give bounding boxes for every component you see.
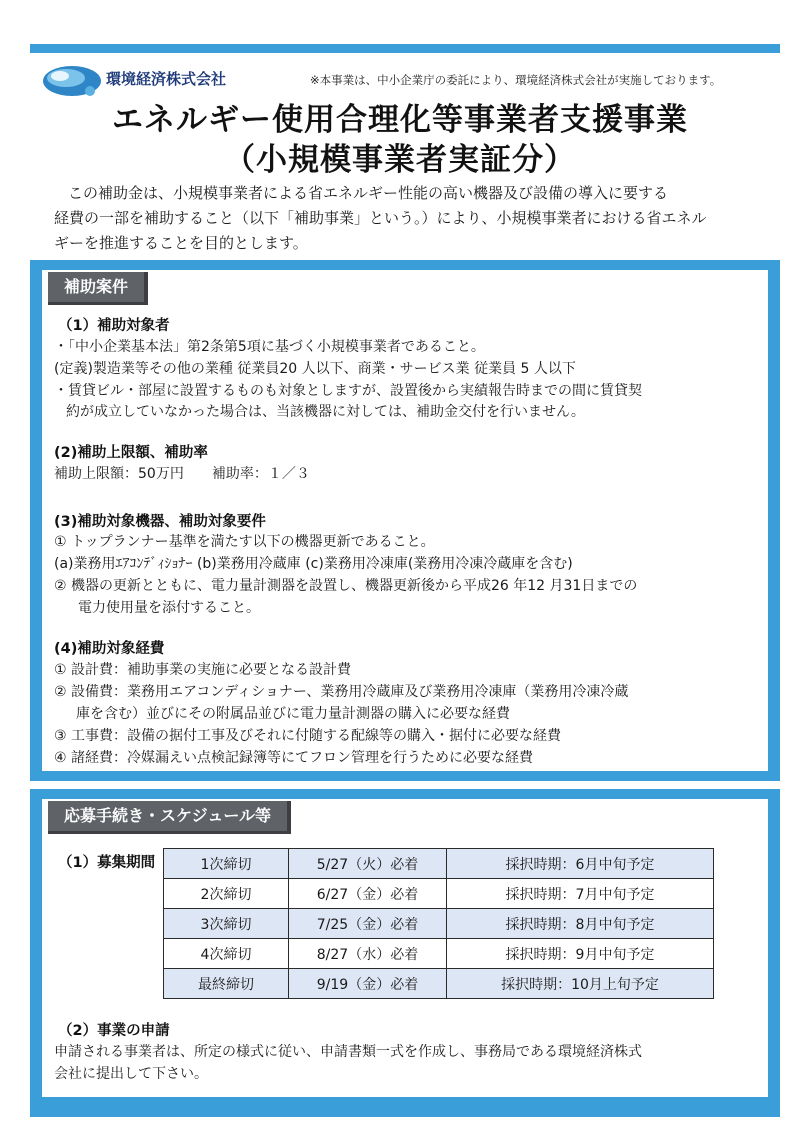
- round-cell: 最終締切: [164, 969, 289, 999]
- table-row: [164, 909, 714, 939]
- expense-line: 庫を含む）並びにその附属品並びに電力量計測器の購入に必要な経費: [76, 706, 510, 722]
- deadline-cell: 7/25（金）必着: [289, 909, 447, 939]
- top-color-band: [30, 44, 780, 53]
- page-subtitle: （小規模事業者実証分）: [224, 142, 576, 178]
- commission-notice: ※本事業は、中小企業庁の委託により、環境経済株式会社が実施しております。: [310, 73, 722, 87]
- target-line: ・「中小企業基本法」第2条第5項に基づく小規模事業者であること。: [54, 339, 485, 355]
- bottom-color-band: [30, 1097, 780, 1117]
- expense-line: ① 設計費：補助事業の実施に必要となる設計費: [54, 662, 351, 678]
- section-heading-limit: (2)補助上限額、補助率: [54, 445, 208, 461]
- equipment-line: (a)業務用ｴｱｺﾝﾃﾞｨｼｮﾅｰ (b)業務用冷蔵庫 (c)業務用冷凍庫(業務用冷凍冷蔵庫を含む): [54, 556, 573, 572]
- expense-line: ④ 諸経費：冷媒漏えい点検記録簿等にてフロン管理を行うために必要な経費: [54, 750, 533, 766]
- intro-line: ギーを推進することを目的とします。: [54, 234, 308, 252]
- table-row: [164, 969, 714, 999]
- section-heading-period: （1）募集期間: [58, 855, 156, 871]
- selection-cell: 採択時期：8月中旬予定: [447, 909, 714, 939]
- round-cell: 3次締切: [164, 909, 289, 939]
- schedule-table: [163, 848, 714, 999]
- equipment-line: ① トップランナー基準を満たす以下の機器更新であること。: [54, 534, 435, 550]
- section-heading-equipment: (3)補助対象機器、補助対象要件: [54, 514, 266, 530]
- intro-line: 経費の一部を補助すること（以下「補助事業」という。）により、小規模事業者における省エネル: [54, 209, 707, 227]
- round-cell: 2次締切: [164, 879, 289, 909]
- equipment-line: ② 機器の更新とともに、電力量計測器を設置し、機器更新後から平成26 年12 月31日までの: [54, 578, 638, 594]
- deadline-cell: 6/27（金）必着: [289, 879, 447, 909]
- selection-cell: 採択時期：9月中旬予定: [447, 939, 714, 969]
- deadline-cell: 9/19（金）必着: [289, 969, 447, 999]
- intro-line: この補助金は、小規模事業者による省エネルギー性能の高い機器及び設備の導入に要する: [68, 184, 669, 202]
- selection-cell: 採択時期：6月中旬予定: [447, 849, 714, 879]
- selection-cell: 採択時期：7月中旬予定: [447, 879, 714, 909]
- round-cell: 1次締切: [164, 849, 289, 879]
- application-tab-label: 応募手続き・スケジュール等: [48, 801, 291, 834]
- round-cell: 4次締切: [164, 939, 289, 969]
- table-row: [164, 939, 714, 969]
- table-row: [164, 849, 714, 879]
- section-heading-expenses: (4)補助対象経費: [54, 641, 165, 657]
- company-name: 環境経済株式会社: [106, 70, 227, 88]
- limit-line: 補助上限額：50万円 補助率：１／３: [54, 466, 310, 482]
- target-line: (定義)製造業等その他の業種 従業員20 人以下、商業・サービス業 従業員 5 人以下: [54, 361, 576, 377]
- selection-cell: 採択時期：10月上旬予定: [447, 969, 714, 999]
- intro-paragraph: [54, 181, 754, 256]
- page-title: エネルギー使用合理化等事業者支援事業: [112, 102, 688, 138]
- equipment-line: 電力使用量を添付すること。: [78, 600, 260, 616]
- section-heading-application: （2）事業の申請: [58, 1023, 170, 1039]
- deadline-cell: 5/27（火）必着: [289, 849, 447, 879]
- expense-line: ③ 工事費：設備の据付工事及びそれに付随する配線等の購入・据付に必要な経費: [54, 728, 561, 744]
- subsidy-tab-label: 補助案件: [48, 272, 148, 305]
- section-heading-target: （1）補助対象者: [58, 318, 170, 334]
- target-line: ・賃貸ビル・部屋に設置するものも対象としますが、設置後から実績報告時までの間に賃貸契: [54, 383, 642, 399]
- table-row: [164, 879, 714, 909]
- deadline-cell: 8/27（水）必着: [289, 939, 447, 969]
- application-line: 申請される事業者は、所定の様式に従い、申請書類一式を作成し、事務局である環境経済株式: [54, 1044, 642, 1060]
- application-line: 会社に提出して下さい。: [54, 1066, 208, 1082]
- target-line: 約が成立していなかった場合は、当該機器に対しては、補助金交付を行いません。: [66, 404, 585, 420]
- expense-line: ② 設備費：業務用エアコンディショナー、業務用冷蔵庫及び業務用冷凍庫（業務用冷凍冷蔵: [54, 684, 629, 700]
